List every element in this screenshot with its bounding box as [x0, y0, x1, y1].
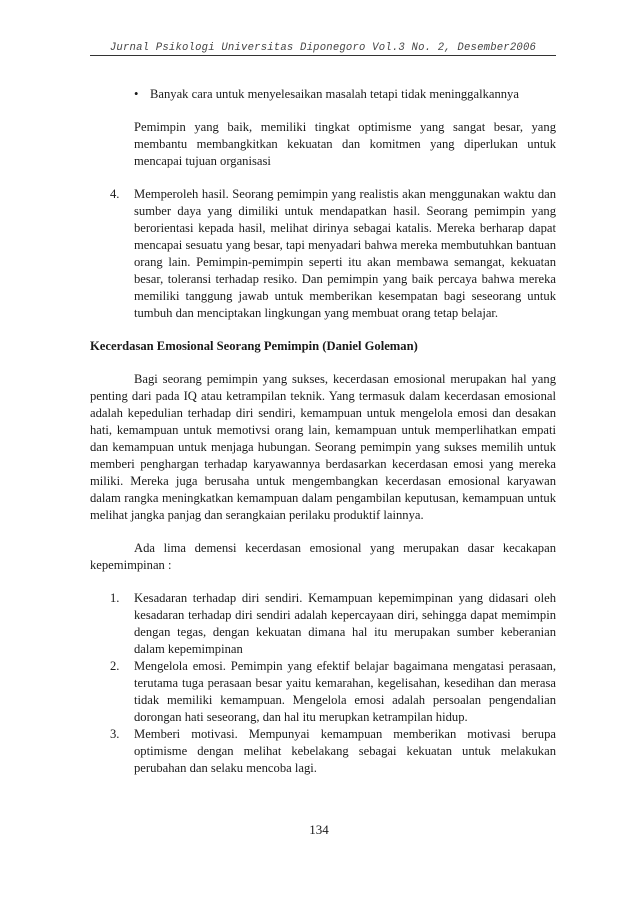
body-paragraph-2: Ada lima demensi kecerdasan emosional yang merupakan dasar kecakapan kepemimpinan :: [90, 541, 556, 572]
list-number: 1.: [110, 591, 120, 605]
list-item: [90, 658, 556, 726]
bullet-item: [90, 86, 556, 103]
list-number: 4.: [110, 187, 120, 201]
page-number: 134: [309, 822, 329, 837]
list-item: [90, 726, 556, 777]
list-item-text: Mengelola emosi. Pemimpin yang efektif belajar bagaimana mengatasi perasaan, terutama tuga perasaan besar yaitu kemarahan, kegelisahan, kesedihan dan merasa tidak memiliki kemampuan. Mengelola emosi adalah persoalan pengendalian dorongan hati seseorang, dan hal itu merupkan ketrampilan hidup.: [134, 659, 556, 724]
body-paragraph-1: Bagi seorang pemimpin yang sukses, kecerdasan emosional merupakan hal yang penting dari pada IQ atau ketrampilan teknik. Yang termasuk dalam kecerdasan emosional adalah kepedulian terhadap diri sendiri, kemampuan untuk mengelola emosi dan desakan hati, kemampuan untuk memotivsi orang lain, kemampuan untuk memperlihatkan empati dan kemampuan untuk menjaga hubungan. Seorang pemimpin yang sukses memilih untuk memberi penghargan terhadap karyawannya berdasarkan kecerdasan emosi yang mereka miliki. Mereka juga berusaha untuk mengembangkan kecerdasan emosional karyawan dalam rangka meningkatkan kemampuan dalam pengambilan keputusan, kemampuan untuk melihat jangka panjag dan serangkaian perilaku produktif lainnya.: [90, 372, 556, 522]
list-number: 3.: [110, 727, 120, 741]
page-content: [90, 86, 556, 777]
indented-paragraph: Pemimpin yang baik, memiliki tingkat optimisme yang sangat besar, yang membantu membangkitkan kekuatan dan komitmen yang diperlukan untuk mencapai tujuan organisasi: [134, 120, 556, 168]
list-item-text: Memberi motivasi. Mempunyai kemampuan memberikan motivasi berupa optimisme dengan melihat kebelakang sebagai kekuatan untuk melakukan perubahan dan selaku mencoba lagi.: [134, 727, 556, 775]
journal-header: Jurnal Psikologi Universitas Diponegoro Vol.3 No. 2, Desember2006: [90, 42, 556, 56]
list-item-text: Kesadaran terhadap diri sendiri. Kemampuan kepemimpinan yang didasari oleh kesadaran terhadap diri sendiri adalah kepercayaan diri, sehingga dapat memimpin dengan tegas, dengan kekuatan dimana hal itu merupakan sumber keberanian dalam kepemimpinan: [134, 591, 556, 656]
dimension-list: [90, 590, 556, 777]
list-item: [90, 590, 556, 658]
bullet-text: Banyak cara untuk menyelesaikan masalah tetapi tidak meninggalkannya: [150, 87, 519, 101]
section-title: Kecerdasan Emosional Seorang Pemimpin (Daniel Goleman): [90, 339, 418, 353]
bullet-icon: •: [134, 87, 139, 101]
list-item-4: [90, 186, 556, 322]
list-item-text: Memperoleh hasil. Seorang pemimpin yang realistis akan menggunakan waktu dan sumber daya yang dimiliki untuk mendapatkan hasil. Seorang pemimpin yang berorientasi kepada hasil, melihat dirinya sebagai katalis. Mereka berharap dapat mencapai sesuatu yang besar, tapi menyadari bahwa mereka membutuhkan bantuan orang lain. Pemimpin-pemimpin seperti itu akan membawa semangat, kekuatan besar, toleransi terhadap resiko. Dan pemimpin yang baik percaya bahwa mereka memiliki tanggung jawab untuk memberikan kesempatan bagi seseorang untuk tumbuh dan menciptakan lingkungan yang membuat orang tetap belajar.: [134, 187, 556, 320]
list-number: 2.: [110, 659, 120, 673]
